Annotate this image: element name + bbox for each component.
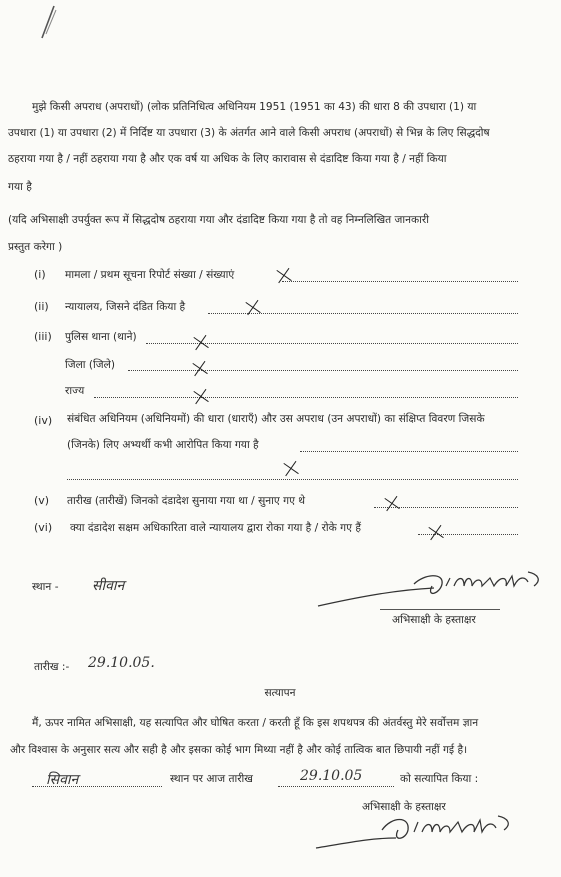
item-vi-label: क्या दंडादेश सक्षम अधिकारिता वाले न्यायालय द्वारा रोका गया है / रोके गए हैं [70, 522, 361, 534]
deponent-signature [314, 568, 554, 614]
signature-line [380, 609, 500, 610]
para1-line4: गया है [8, 181, 32, 193]
item-ii-label: न्यायालय, जिसने दंडित किया है [65, 301, 186, 313]
item-iv-line1: संबंधित अधिनियम (अधिनियमों) की धारा (धाराएँ) और उस अपराध (उन अपराधों) का संक्षिप्त विवरण जिसके [67, 413, 485, 425]
verification-signature-caption: अभिसाक्षी के हस्ताक्षर [362, 801, 446, 813]
para2-line1: (यदि अभिसाक्षी उपर्युक्त रूप में सिद्धदोष ठहराया गया और दंडादिष्ट किया गया है तो वह निम्नलिखित जानकारी [8, 214, 429, 226]
date-label: तारीख :- [34, 661, 70, 673]
item-ii-number: (ii) [34, 300, 49, 313]
item-iii-state-cross-mark [193, 390, 209, 404]
verification-line1: मैं, ऊपर नामित अभिसाक्षी, यह सत्यापित और घोषित करता / करती हूँ कि इस शपथपत्र की अंतर्वस्तु मेरे सर्वोत्तम ज्ञान [32, 717, 479, 729]
place-label: स्थान - [32, 581, 59, 593]
item-iii-district-blank [128, 370, 518, 371]
item-v-label: तारीख (तारीखें) जिनको दंडादेश सुनाया गया था / सुनाए गए थे [67, 495, 306, 507]
item-ii-cross-mark [245, 301, 261, 315]
item-iii-district-cross-mark [192, 362, 208, 376]
item-i-label: मामला / प्रथम सूचना रिपोर्ट संख्या / संख्याएं [65, 269, 235, 281]
date-value: 29.10.05. [88, 655, 155, 671]
para1-line2: उपधारा (1) या उपधारा (2) में निर्दिष्ट या उपधारा (3) के अंतर्गत आने वाले किसी अपराध (अपराधों) से भिन्न के लिए सिद्धदोष [8, 127, 490, 139]
verification-line2: और विश्वास के अनुसार सत्य और सही है और इसका कोई भाग मिथ्या नहीं है और कोई तात्विक बात छिपायी नहीं गई है। [10, 744, 468, 756]
item-i-blank [282, 281, 518, 282]
item-iii-district-label: जिला (जिले) [65, 359, 115, 371]
item-vi-number: (vi) [34, 521, 53, 534]
para2-line2: प्रस्तुत करेगा ) [8, 241, 63, 253]
verification-date-blank [278, 786, 394, 787]
item-iii-police-cross-mark [193, 336, 209, 350]
item-iii-state-label: राज्य [65, 385, 85, 397]
item-iii-police-label: पुलिस थाना (थाने) [65, 331, 137, 343]
item-iv-blank2 [67, 479, 518, 480]
pen-mark [34, 4, 64, 44]
para1-line1: मुझे किसी अपराध (अपराधों) (लोक प्रतिनिधित्व अधिनियम 1951 (1951 का 43) की धारा 8 की उपधारा (1) या [32, 101, 477, 113]
verification-heading: सत्यापन [264, 687, 296, 699]
item-i-number: (i) [34, 268, 46, 281]
signature-caption: अभिसाक्षी के हस्ताक्षर [392, 614, 476, 626]
item-i-cross-mark [276, 269, 292, 283]
para1-line3: ठहराया गया है / नहीं ठहराया गया है और एक वर्ष या अधिक के लिए कारावास से दंडादिष्ट किया गया है / नहीं किया [8, 153, 447, 165]
verification-place-blank [32, 786, 162, 787]
item-vi-cross-mark [428, 526, 444, 540]
item-v-number: (v) [34, 494, 50, 507]
verification-signature [312, 808, 532, 854]
verification-end-text: को सत्यापित किया : [400, 773, 479, 785]
item-iii-state-blank [94, 397, 518, 398]
item-iv-line2: (जिनके) लिए अभ्यर्थी कभी आरोपित किया गया है [67, 439, 259, 451]
item-v-cross-mark [384, 497, 400, 511]
item-iv-cross-mark [283, 462, 299, 476]
verification-date-value: 29.10.05 [300, 768, 363, 784]
item-iv-blank1 [300, 451, 518, 452]
item-iii-number: (iii) [34, 330, 52, 343]
verification-mid-text: स्थान पर आज तारीख [170, 773, 253, 785]
verification-place-value: सिवान [46, 772, 79, 788]
place-value: सीवान [92, 578, 125, 594]
item-iv-number: (iv) [34, 414, 53, 427]
